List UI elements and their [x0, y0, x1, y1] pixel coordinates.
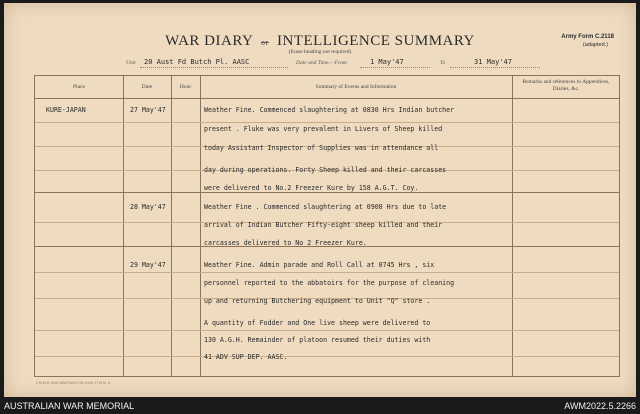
row-rule — [35, 272, 619, 273]
to-label: To — [440, 60, 446, 66]
col-header-remarks: Remarks and references to Appendices, Diaries, &c. — [522, 79, 610, 92]
entry-line: day during operations. Forty Sheep killed and their carcasses — [204, 166, 447, 174]
col-divider-summary — [200, 76, 201, 376]
entry-place: KURE-JAPAN — [46, 106, 86, 114]
col-divider-remarks — [512, 76, 513, 376]
heading-note: (Erase heading not required) — [288, 49, 352, 55]
army-form-number: Army Form C.2118 — [561, 34, 614, 40]
unit-underline — [140, 67, 288, 68]
entry-date: 29 May'47 — [130, 261, 166, 269]
entry-date: 27 May'47 — [130, 106, 166, 114]
date-from-underline — [360, 67, 430, 68]
date-to: 31 May'47 — [474, 58, 512, 66]
army-form-label — [561, 33, 614, 49]
title-intelligence-summary: INTELLIGENCE SUMMARY — [276, 33, 475, 49]
entry-line: arrival of Indian Butcher Fifty-eight sheep killed and their — [204, 221, 443, 229]
date-time-label: Date and Time.—From — [296, 60, 347, 66]
date-from: 1 May'47 — [370, 58, 404, 66]
entry-line: were delivered to No.2 Freezer Kure by 158 A.G.T. Coy. — [204, 184, 419, 192]
footer-institution: AUSTRALIAN WAR MEMORIAL — [4, 401, 135, 411]
col-header-hour: Hour — [179, 84, 192, 90]
col-divider-date — [123, 76, 124, 376]
row-rule — [35, 330, 619, 331]
entry-line: personnel reported to the abbatoirs for the purpose of cleaning — [204, 279, 455, 287]
title-struck-or: or — [261, 38, 269, 47]
entry-line: carcasses delivered to No 2 Freezer Kure. — [204, 239, 367, 247]
entry-line: A quantity of Fodder and One live sheep were delivered to — [204, 319, 431, 327]
entry-line: 130 A.G.H. Remainder of platoon resumed their duties with — [204, 336, 431, 344]
col-header-summary: Summary of Events and Information — [315, 84, 397, 90]
entry-line: today Assistant Inspector of Supplies was in attendance all — [204, 144, 439, 152]
form-title — [4, 33, 636, 50]
date-to-underline — [450, 67, 540, 68]
war-diary-page — [4, 3, 636, 397]
col-header-date: Date — [141, 84, 153, 90]
entry-line: Weather Fine. Commenced slaughtering at 0830 Hrs Indian butcher — [204, 106, 455, 114]
entry-line: present . Fluke was very prevalent in Livers of Sheep killed — [204, 125, 443, 133]
printer-note: 2 M.M.B. 8/46 3000 PADS 100 100/2 17 M.M. S. — [36, 381, 112, 385]
unit-value: 20 Aust Fd Butch Pl. AASC — [144, 58, 250, 66]
col-divider-hour — [171, 76, 172, 376]
col-header-place: Place — [73, 84, 85, 90]
title-war-diary: WAR DIARY — [165, 33, 253, 49]
entry-line: Weather Fine. Admin parade and Roll Call at 0745 Hrs , six — [204, 261, 435, 269]
entry-line: up and returning Butchering equipment to Unit "Q" store . — [204, 297, 431, 305]
unit-label: Unit — [126, 60, 136, 66]
footer-accession-number: AWM2022.5.2266 — [564, 401, 636, 411]
entry-line: Weather Fine . Commenced slaughtering at 0900 Hrs due to late — [204, 203, 447, 211]
row-rule — [35, 356, 619, 357]
entry-date: 28 May'47 — [130, 203, 166, 211]
header-rule — [35, 98, 619, 99]
entry-line: 41 ADV SUP DEP. AASC. — [204, 353, 288, 361]
army-form-adapted: (adapted.) — [582, 42, 608, 48]
entry-rule — [35, 192, 619, 193]
row-rule — [35, 122, 619, 123]
